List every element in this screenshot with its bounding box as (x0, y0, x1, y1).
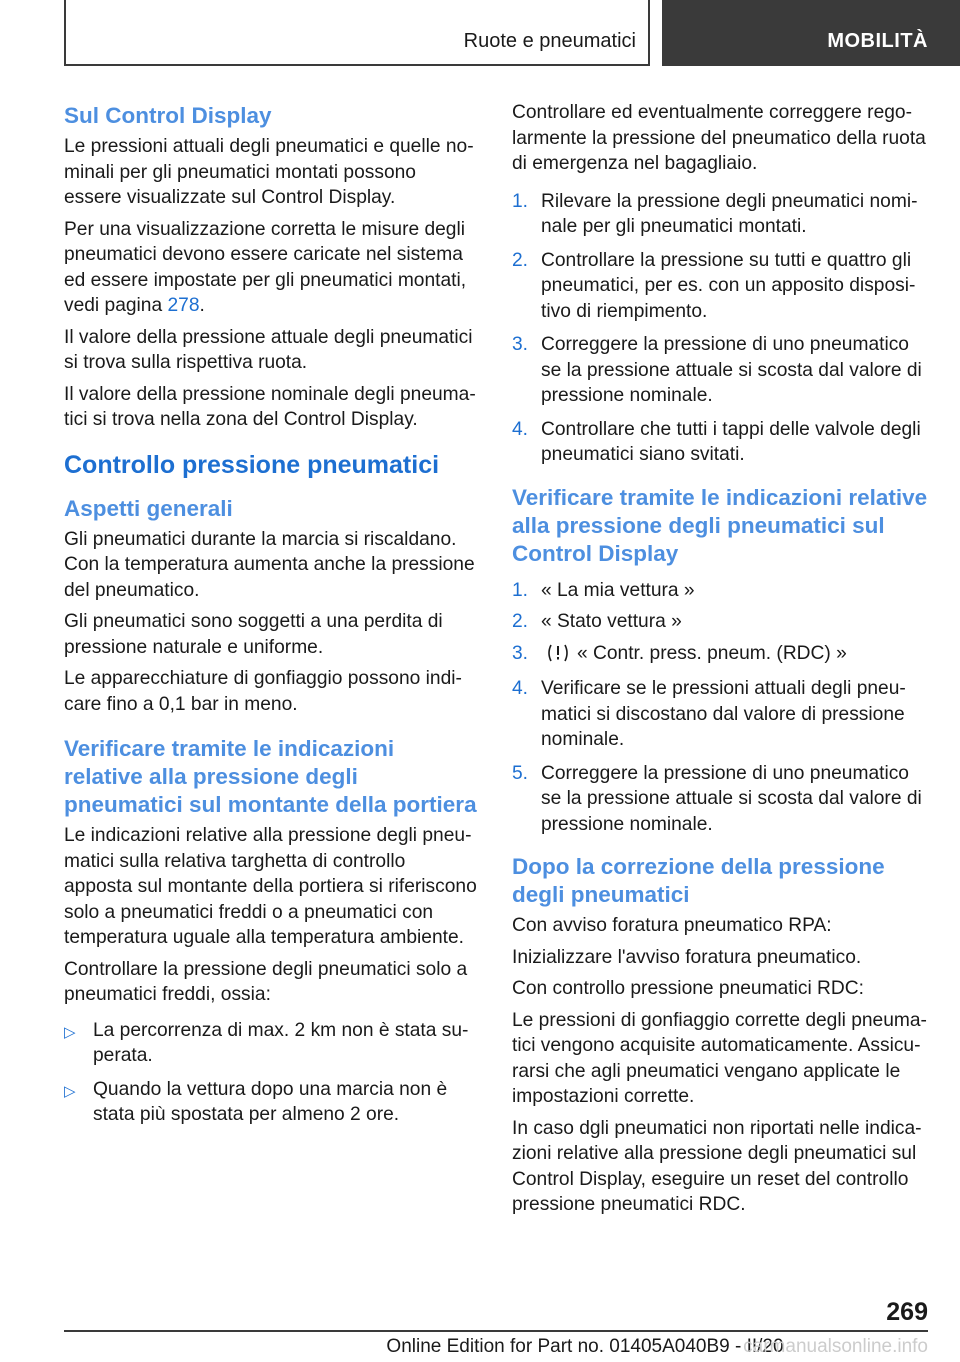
step-text: Correggere la pressione di uno pneumatico se la pressione attuale si scosta dal valore di pressione nominale. (541, 334, 922, 406)
paragraph: Le apparecchiature di gonfiaggio possono indicare fino a 0,1 bar in meno. (64, 668, 462, 715)
paragraph: Con controllo pressione pneumatici RDC: (512, 978, 864, 999)
step-number: 2. (512, 611, 529, 632)
heading-verificare-display: Verificare tramite le indicazioni relative alla pressione degli pneumatici sul Control Display (512, 484, 928, 566)
left-column (64, 100, 478, 1136)
paragraph: Le pressioni attuali degli pneumatici e quelle nominali per gli pneumatici montati possono essere visualizzate sul Control Display. (64, 136, 474, 208)
paragraph (64, 217, 478, 319)
watermark: carmanualsonline.info (743, 1336, 928, 1357)
list-item (512, 641, 928, 671)
list-item (512, 578, 928, 604)
right-column (512, 100, 928, 1224)
list-item (512, 676, 928, 753)
list-item (512, 417, 928, 468)
tire-pressure-warning-icon (547, 643, 569, 671)
step-text: Correggere la pressione di uno pneumatico se la pressione attuale si scosta dal valore di pressione nominale. (541, 762, 922, 835)
footer-edition: Online Edition for Part no. 01405A040B9 - II/20 (386, 1336, 784, 1357)
heading-controllo-pressione: Controllo pressione pneumatici (64, 450, 440, 479)
list-item (512, 332, 928, 409)
page-number: 269 (886, 1298, 928, 1326)
step-number: 4. (512, 418, 529, 440)
list-item (512, 189, 928, 240)
paragraph: Controllare ed eventualmente correggere regolarmente la pressione del pneumatico della ruota di emergenza nel bagagliaio. (512, 102, 926, 174)
paragraph: In caso dgli pneumatici non riportati nelle indicazioni relative alla pressione degli pneumatici sul Control Display, eseguire un reset del controllo pressione pneumatici RDC. (512, 1117, 922, 1215)
step-list (512, 189, 928, 468)
heading-verificare-montante: Verificare tramite le indicazioni relative alla pressione degli pneumatici sul montante della portiera (64, 736, 477, 817)
step-text: Controllare la pressione su tutti e quattro gli pneumatici, per es. con un apposito dispositivo di riempimento. (541, 249, 916, 322)
paragraph: Il valore della pressione nominale degli pneumatici si trova nella zona del Control Display. (64, 383, 476, 430)
heading-aspetti-generali: Aspetti generali (64, 495, 233, 521)
step-text: Controllare che tutti i tappi delle valvole degli pneumatici siano svitati. (541, 418, 921, 465)
paragraph: Il valore della pressione attuale degli pneumatici si trova sulla rispettiva ruota. (64, 326, 473, 373)
text: . (199, 295, 205, 316)
paragraph: Con avviso foratura pneumatico RPA: (512, 915, 832, 936)
list-item (64, 1018, 478, 1069)
header-chapter-tab: MOBILITÀ (662, 0, 960, 66)
paragraph: Gli pneumatici durante la marcia si riscaldano. Con la temperatura aumenta anche la pressione del pneumatico. (64, 528, 475, 601)
step-number: 4. (512, 678, 529, 699)
paragraph: Gli pneumatici sono soggetti a una perdita di pressione naturale e uniforme. (64, 611, 443, 658)
step-number: 5. (512, 762, 529, 784)
menu-path-text: « Contr. press. pneum. (RDC) » (577, 642, 847, 664)
step-number: 1. (512, 579, 529, 601)
page-reference-link[interactable]: 278 (167, 295, 200, 316)
step-text: Rilevare la pressione degli pneumatici nominale per gli pneumatici montati. (541, 190, 918, 237)
heading-dopo-correzione: Dopo la correzione della pressione degli pneumatici (512, 854, 885, 907)
heading-control-display: Sul Control Display (64, 103, 272, 128)
list-item (64, 1077, 478, 1128)
step-number: 2. (512, 249, 529, 271)
list-item (512, 248, 928, 325)
triangle-bullet-icon: ▷ (64, 1023, 76, 1041)
list-item (512, 609, 928, 635)
footer-divider (64, 1330, 928, 1332)
header-section-title: Ruote e pneumatici (463, 30, 636, 52)
step-number: 3. (512, 642, 529, 664)
step-number: 3. (512, 334, 529, 355)
paragraph: Inizializzare l'avviso foratura pneumatico. (512, 946, 862, 968)
paragraph: Le indicazioni relative alla pressione degli pneumatici sulla relativa targhetta di controllo apposta sul montante della portiera si riferiscono solo a pneumatici freddi o a pneumatici con temperatura uguale alla temperatura ambiente. (64, 825, 477, 948)
step-number: 1. (512, 190, 529, 212)
triangle-bullet-icon: ▷ (64, 1082, 76, 1100)
paragraph: Le pressioni di gonfiaggio corrette degli pneumatici vengono acquisite automaticamente. Assicurarsi che agli pneumatici vengano applicate le impostazioni corrette. (512, 1009, 927, 1107)
menu-path-text: « La mia vettura » (541, 579, 695, 601)
page-header (0, 0, 960, 66)
list-item-text: La percorrenza di max. 2 km non è stata superata. (93, 1019, 469, 1066)
bullet-list (64, 1018, 478, 1128)
list-item-text: Quando la vettura dopo una marcia non è stata più spostata per almeno 2 ore. (93, 1078, 448, 1125)
step-text: Verificare se le pressioni attuali degli pneumatici si discostano dal valore di pressione nominale. (541, 678, 906, 750)
text: Per una visualizzazione corretta le misure degli pneumatici devono essere caricate nel sistema ed essere impostate per gli pneumatici montati, vedi pagina (64, 218, 467, 316)
paragraph: Controllare la pressione degli pneumatici solo a pneumatici freddi, ossia: (64, 958, 468, 1005)
list-item (512, 761, 928, 838)
step-list (512, 578, 928, 838)
menu-path-text: « Stato vettura » (541, 611, 682, 632)
